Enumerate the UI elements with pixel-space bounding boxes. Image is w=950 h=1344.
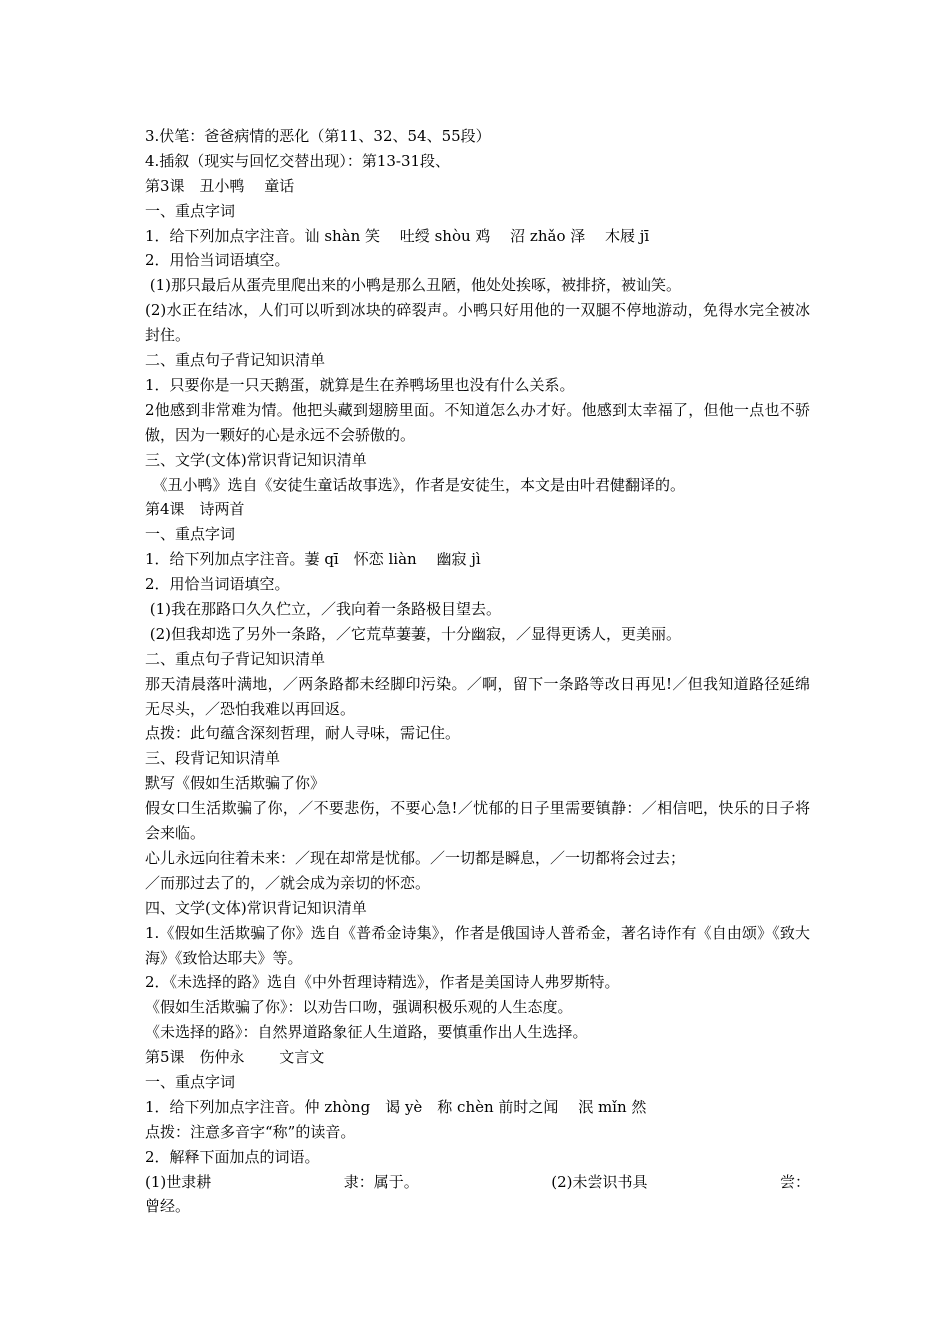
text-line: 2．解释下面加点的词语。 (145, 1147, 320, 1166)
section-heading: 三、段背记知识清单 (145, 749, 281, 768)
definition-term-1: (1)世隶耕 (145, 1172, 212, 1191)
definition-term-2: (2)未尝识书具 (551, 1172, 648, 1191)
text-line: 《假如生活欺骗了你》：以劝告口吻，强调积极乐观的人生态度。 (145, 998, 573, 1017)
text-line: (1)那只最后从蛋壳里爬出来的小鸭是那么丑陋，他处处挨啄，被排挤，被讪笑。 (145, 276, 682, 295)
definition-row (145, 1170, 810, 1195)
document-body (145, 124, 810, 1219)
lesson-heading: 第5课 伤仲永 文言文 (145, 1048, 325, 1067)
text-line: (2)但我却选了另外一条路，／它荒草萋萋，十分幽寂，／显得更诱人，更美丽。 (145, 624, 682, 643)
section-heading: 一、重点字词 (145, 1073, 236, 1091)
text-line: 心儿永远向往着未来：／现在却常是忧郁。／一切都是瞬息，／一切都将会过去； (145, 848, 686, 867)
text-line: 《未选择的路》：自然界道路象征人生道路，要慎重作出人生选择。 (145, 1023, 588, 1042)
text-line: 3.伏笔：爸爸病情的恶化（第11、32、54、55段） (145, 127, 491, 145)
text-line: 1．给下列加点字注音。讪 shàn 笑 吐绶 shòu 鸡 沼 zhǎo 泽 木屐 jī (145, 226, 650, 245)
text-paragraph: 1.《假如生活欺骗了你》选自《普希金诗集》，作者是俄国诗人普希金，著名诗作有《自由颂》《致大海》《致恰达耶夫》等。 (145, 923, 810, 967)
text-line: 2．《未选择的路》选自《中外哲理诗精选》，作者是美国诗人弗罗斯特。 (145, 973, 620, 992)
section-heading: 三、文学(文体)常识背记知识清单 (145, 450, 367, 469)
section-heading: 二、重点句子背记知识清单 (145, 351, 326, 370)
text-line: 2．用恰当词语填空。 (145, 251, 290, 270)
definition-meaning-2: 尝： (779, 1172, 810, 1191)
text-line: 1．给下列加点字注音。萋 qī 怀恋 liàn 幽寂 jì (145, 550, 481, 569)
text-line: 《丑小鸭》选自《安徒生童话故事选》，作者是安徒生，本文是由叶君健翻译的。 (145, 475, 686, 494)
lesson-heading: 第4课 诗两首 (145, 500, 245, 519)
text-paragraph: (2)水正在结冰，人们可以听到冰块的碎裂声。小鸭只好用他的一双腿不停地游动，免得水完全被冰封住。 (145, 301, 810, 345)
text-line: 点拨：此句蕴含深刻哲理，耐人寻味，需记住。 (145, 724, 461, 743)
text-line: 曾经。 (145, 1197, 191, 1216)
text-line: 默写《假如生活欺骗了你》 (145, 774, 326, 793)
section-heading: 二、重点句子背记知识清单 (145, 649, 326, 668)
text-line: 2．用恰当词语填空。 (145, 575, 290, 594)
text-line: 点拨：注意多音字“称”的读音。 (145, 1122, 356, 1141)
lesson-heading: 第3课 丑小鸭 童话 (145, 176, 295, 195)
text-line: (1)我在那路口久久伫立，／我向着一条路极目望去。 (145, 599, 502, 618)
text-paragraph: 那天清晨落叶满地，／两条路都未经脚印污染。／啊，留下一条路等改日再见!／但我知道路径延绵无尽头，／恐怕我难以再回返。 (145, 674, 810, 718)
text-line: 1．只要你是一只天鹅蛋，就算是生在养鸭场里也没有什么关系。 (145, 375, 575, 394)
text-paragraph: 2他感到非常难为情。他把头藏到翅膀里面。不知道怎么办才好。他感到太幸福了，但他一点也不骄傲，因为一颗好的心是永远不会骄傲的。 (145, 400, 810, 444)
section-heading: 一、重点字词 (145, 201, 236, 220)
text-paragraph: 假女口生活欺骗了你，／不要悲伤，不要心急!／忧郁的日子里需要镇静：／相信吧，快乐的日子将会来临。 (145, 799, 810, 843)
section-heading: 一、重点字词 (145, 525, 236, 544)
text-line: 1．给下列加点字注音。仲 zhòng 谒 yè 称 chèn 前时之闻 泯 mǐn 然 (145, 1097, 647, 1116)
text-line: ／而那过去了的，／就会成为亲切的怀恋。 (145, 873, 431, 892)
section-heading: 四、文学(文体)常识背记知识清单 (145, 898, 367, 917)
text-line: 4.插叙（现实与回忆交替出现）：第13-31段、 (145, 151, 451, 170)
definition-meaning-1: 隶：属于。 (343, 1172, 419, 1191)
